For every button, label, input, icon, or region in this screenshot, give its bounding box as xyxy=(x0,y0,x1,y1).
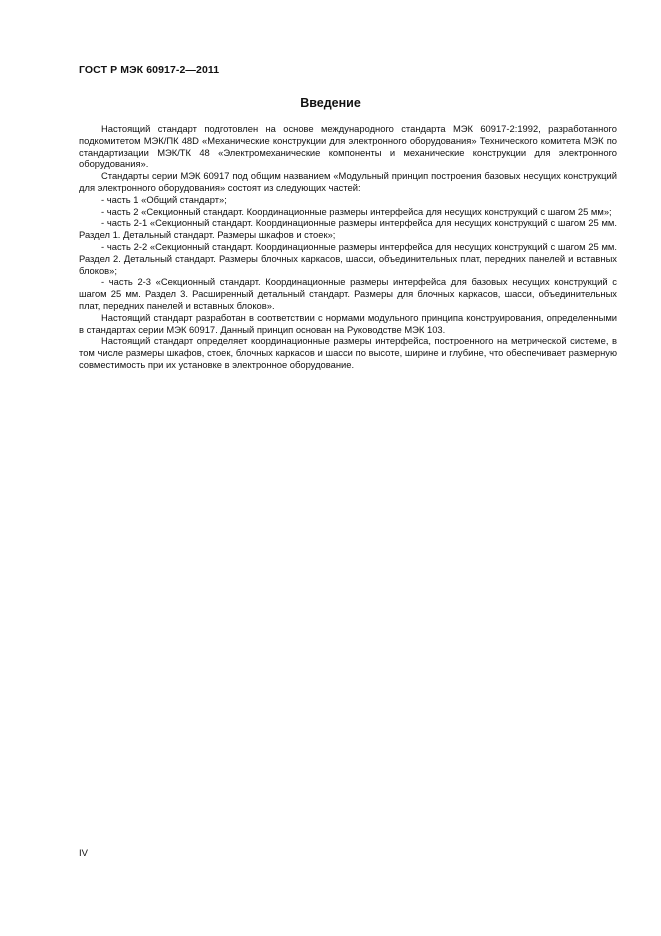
list-item: - часть 2-1 «Секционный стандарт. Координационные размеры интерфейса для несущих конструкций с шагом 25 мм. Раздел 1. Детальный стандарт. Размеры шкафов и стоек»; xyxy=(79,217,617,241)
body-text xyxy=(79,123,617,371)
list-item: - часть 2 «Секционный стандарт. Координационные размеры интерфейса для несущих конструкций с шагом 25 мм»; xyxy=(101,205,612,217)
list-item: - часть 1 «Общий стандарт»; xyxy=(101,193,227,205)
page-number: IV xyxy=(79,848,88,859)
list-item: - часть 2-3 «Секционный стандарт. Координационные размеры интерфейса для базовых несущих конструкций с шагом 25 мм. Раздел 3. Расширенный детальный стандарт. Размеры для блочных каркасов, шасси, объединительных плат, передних панелей и вставных блоков». xyxy=(79,276,617,311)
paragraph: Настоящий стандарт подготовлен на основе международного стандарта МЭК 60917-2:1992, разработанного подкомитетом МЭК/ПК 48D «Механические конструкции для электронного оборудования» Технического комитета МЭК по стандартизации МЭК/ТК 48 «Электромеханические компоненты и механические конструкции для электронного оборудования». xyxy=(79,123,617,170)
paragraph: Настоящий стандарт определяет координационные размеры интерфейса, построенного на метрической системе, в том числе размеры шкафов, стоек, блочных каркасов и шасси по высоте, ширине и глубине, что обеспечивает размерную совместимость при их установке в электронное оборудование. xyxy=(79,335,617,370)
paragraph: Стандарты серии МЭК 60917 под общим названием «Модульный принцип построения базовых несущих конструкций для электронного оборудования» состоят из следующих частей: xyxy=(79,170,617,193)
section-title: Введение xyxy=(300,96,361,110)
document-header: ГОСТ Р МЭК 60917-2—2011 xyxy=(79,64,220,76)
list-item: - часть 2-2 «Секционный стандарт. Координационные размеры интерфейса для несущих конструкций с шагом 25 мм. Раздел 2. Детальный стандарт. Размеры блочных каркасов, шасси, объединительных плат, передних панелей и вставных блоков»; xyxy=(79,240,617,276)
paragraph: Настоящий стандарт разработан в соответствии с нормами модульного принципа конструирования, определенными в стандартах серии МЭК 60917. Данный принцип основан на Руководстве МЭК 103. xyxy=(79,311,617,335)
